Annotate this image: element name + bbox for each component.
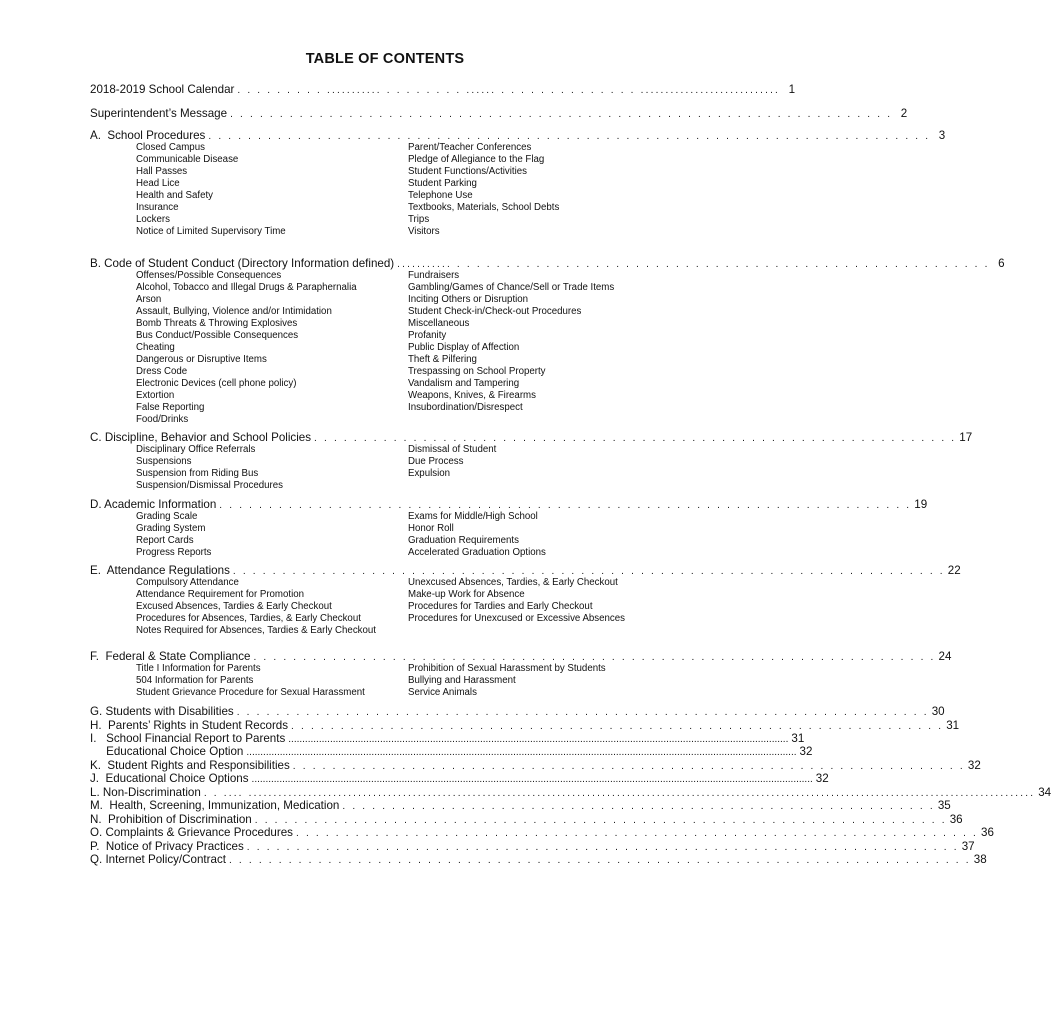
- toc-entry-label: L. Non-Discrimination: [90, 786, 201, 799]
- toc-entry-page-number: 32: [815, 772, 829, 785]
- subtopic-left: Suspension/Dismissal Procedures: [136, 480, 283, 491]
- toc-entry-page-number: 38: [973, 853, 987, 866]
- subtopic-left: Hall Passes: [136, 166, 188, 177]
- toc-entry[interactable]: [90, 853, 987, 869]
- subtopic-left: Head Lice: [136, 178, 180, 189]
- subtopic-left: Dress Code: [136, 366, 188, 377]
- subtopic-left: Title I Information for Parents: [136, 663, 261, 674]
- toc-entry-label: J. Educational Choice Options: [90, 772, 249, 785]
- toc-entry-label: A. School Procedures: [90, 129, 206, 142]
- subtopic-right: Profanity: [408, 330, 447, 341]
- subtopic-left: False Reporting: [136, 402, 205, 413]
- subtopic-right: Student Check-in/Check-out Procedures: [408, 306, 582, 317]
- toc-entry-label: H. Parents’ Rights in Student Records: [90, 719, 289, 732]
- subtopic-right: Due Process: [408, 456, 464, 467]
- subtopic-left: Food/Drinks: [136, 414, 189, 425]
- subtopic-left: Arson: [136, 294, 162, 305]
- dot-leader: . . . . . . . . . . . . . . . . . . . . . . . . . . . . . . . . . . . . . . . . . . . . . . . . . . . . . . . . . . . . . . . . . . . . .: [253, 652, 936, 663]
- subtopic-left: Bus Conduct/Possible Consequences: [136, 330, 299, 341]
- subtopic-right: Unexcused Absences, Tardies, & Early Checkout: [408, 577, 618, 588]
- subtopic-right: Graduation Requirements: [408, 535, 519, 546]
- toc-entry-page-number: 35: [937, 799, 951, 812]
- subtopic-right: Parent/Teacher Conferences: [408, 142, 532, 153]
- toc-entry-label: Superintendent’s Message: [90, 107, 228, 120]
- subtopic-left: Closed Campus: [136, 142, 205, 153]
- toc-entry-label: B. Code of Student Conduct (Directory Information defined): [90, 257, 395, 270]
- dot-leader: . . . . . . . . . . . . . . . . . . . . . . . . . . . . . . . . . . . . . . . . . . . . . . . . . . . . . . . . . . . . . . . . . . . . . . . . .: [208, 131, 931, 142]
- toc-entry-page-number: 3: [938, 129, 946, 142]
- subtopic-right: Public Display of Affection: [408, 342, 520, 353]
- subtopic-right: Dismissal of Student: [408, 444, 497, 455]
- toc-entry-page-number: 6: [998, 257, 1005, 270]
- subtopic-left: 504 Information for Parents: [136, 675, 254, 686]
- subtopic-left: Compulsory Attendance: [136, 577, 239, 588]
- subtopic-left: Notice of Limited Supervisory Time: [136, 226, 286, 237]
- subtopic-right: Student Parking: [408, 178, 477, 189]
- subtopic-right: Bullying and Harassment: [408, 675, 516, 686]
- subtopic-right: Miscellaneous: [408, 318, 470, 329]
- toc-entry-label: O. Complaints & Grievance Procedures: [90, 826, 293, 839]
- toc-entry-page-number: 34: [1038, 786, 1051, 799]
- dot-leader: . . . . . . . . . . . . . . . . . . . . . . . . . . . . . . . . . . . . . . . . . . . . . . . . . . . . . . . . . . . . . . . . . . . .: [292, 761, 965, 772]
- subtopic-left: Procedures for Absences, Tardies, & Early Checkout: [136, 613, 361, 624]
- dot-leader: . . . . . . . . . . . . . . . . . . . . . . . . . . . . . . . . . . . . . . . . . . . . . . . . . . . . . . . . . . . . . . . . . . . . . . . .: [246, 842, 959, 853]
- subtopic-left: Suspension from Riding Bus: [136, 468, 259, 479]
- toc-subtopics: [136, 577, 656, 637]
- subtopic-right: Service Animals: [408, 687, 477, 698]
- toc-entry-label: F. Federal & State Compliance: [90, 650, 251, 663]
- dot-leader: ........... . . . . . . . . . . . . . . . . . . . . . . . . . . . . . . . . . . . . . . . . . . . . . . . . . . . . . .: [397, 259, 990, 270]
- subtopic-right: Trips: [408, 214, 430, 225]
- toc-subtopics: [136, 142, 656, 238]
- toc-entry-page-number: 31: [946, 719, 960, 732]
- toc-entry-label: Q. Internet Policy/Contract: [90, 853, 226, 866]
- toc-entry-page-number: 30: [931, 705, 945, 718]
- subtopic-left: Cheating: [136, 342, 175, 353]
- dot-leader: . . . . . . . . . . . . . . . . . . . . . . . . . . . . . . . . . . . . . . . . . . . . . . . . . . . . . . . . . . . . . . . . . . . . . . . .: [232, 566, 945, 577]
- subtopic-left: Attendance Requirement for Promotion: [136, 589, 305, 600]
- subtopic-right: Prohibition of Sexual Harassment by Students: [408, 663, 606, 674]
- subtopic-right: Procedures for Unexcused or Excessive Absences: [408, 613, 625, 624]
- subtopic-right: Insubordination/Disrespect: [408, 402, 523, 413]
- subtopic-right: Telephone Use: [408, 190, 473, 201]
- toc-entry-label: P. Notice of Privacy Practices: [90, 840, 244, 853]
- subtopic-right: [408, 625, 656, 637]
- subtopic-right: Vandalism and Tampering: [408, 378, 520, 389]
- subtopic-right: Honor Roll: [408, 523, 454, 534]
- subtopic-right: Exams for Middle/High School: [408, 511, 538, 522]
- subtopic-left: Student Grievance Procedure for Sexual Harassment: [136, 687, 365, 698]
- dot-leader: . . . . . . . . . . . . . . . . . . . . . . . . . . . . . . . . . . . . . . . . . . . . . . . . . . . . . . . . . . . . . . . . . . . . .: [295, 828, 979, 839]
- dot-leader: . . . . . . . . . . . . . . . . . . . . . . . . . . . . . . . . . . . . . . . . . . . . . . . . . . . . . . . . . . . .: [342, 801, 935, 812]
- subtopic-left: Assault, Bullying, Violence and/or Intimidation: [136, 306, 332, 317]
- toc-entry-label: K. Student Rights and Responsibilities: [90, 759, 290, 772]
- toc-subtopics: [136, 270, 656, 426]
- toc-subtopics: [136, 511, 656, 559]
- subtopic-right: Textbooks, Materials, School Debts: [408, 202, 560, 213]
- dot-leader: ..........................................................................................................................................................................................................: [251, 774, 813, 785]
- toc-entry-label: N. Prohibition of Discrimination: [90, 813, 252, 826]
- subtopic-left: Bomb Threats & Throwing Explosives: [136, 318, 298, 329]
- toc-entry-page-number: 24: [938, 650, 952, 663]
- subtopic-right: Fundraisers: [408, 270, 460, 281]
- dot-leader: ....................................................................................................................................................................................: [288, 734, 789, 745]
- subtopic-right: Visitors: [408, 226, 440, 237]
- subtopic-right: Gambling/Games of Chance/Sell or Trade Items: [408, 282, 615, 293]
- subtopic-right: [408, 414, 656, 426]
- toc-entry-label: 2018-2019 School Calendar: [90, 83, 235, 96]
- subtopic-left: Grading System: [136, 523, 206, 534]
- subtopic-right: Accelerated Graduation Options: [408, 547, 546, 558]
- subtopic-left: Health and Safety: [136, 190, 214, 201]
- subtopic-left: Offenses/Possible Consequences: [136, 270, 282, 281]
- subtopic-left: Dangerous or Disruptive Items: [136, 354, 267, 365]
- subtopic-right: Student Functions/Activities: [408, 166, 527, 177]
- subtopic-right: Inciting Others or Disruption: [408, 294, 529, 305]
- page-title: TABLE OF CONTENTS: [305, 51, 465, 67]
- subtopic-right: Theft & Pilfering: [408, 354, 477, 365]
- subtopic-right: Pledge of Allegiance to the Flag: [408, 154, 545, 165]
- subtopic-left: Electronic Devices (cell phone policy): [136, 378, 297, 389]
- subtopic-left: Grading Scale: [136, 511, 198, 522]
- subtopic-right: Procedures for Tardies and Early Checkout: [408, 601, 593, 612]
- toc-entry-page-number: 1: [788, 83, 796, 96]
- toc-entry-page-number: 32: [799, 745, 813, 758]
- toc-entry-page-number: 37: [961, 840, 975, 853]
- subtopic-right: [408, 480, 656, 492]
- subtopic-left: Suspensions: [136, 456, 192, 467]
- toc-entry-label: M. Health, Screening, Immunization, Medication: [90, 799, 340, 812]
- subtopic-left: Progress Reports: [136, 547, 212, 558]
- dot-leader: . . . . . . . . . . . . . . . . . . . . . . . . . . . . . . . . . . . . . . . . . . . . . . . . . . . . . . . . . . . . . . . . . . . . . .: [219, 500, 912, 511]
- dot-leader: . . . . . . . . . . . . . . . . . . . . . . . . . . . . . . . . . . . . . . . . . . . . . . . . . . . . . . . . . . . . . . . . . .: [291, 721, 944, 732]
- toc-subtopics: [136, 444, 656, 492]
- subtopic-right: Expulsion: [408, 468, 451, 479]
- dot-leader: . . . . . . . . . . . . . . . . . . . . . . . . . . . . . . . . . . . . . . . . . . . . . . . . . . . . . . . . . . . . . . . . .: [314, 433, 957, 444]
- subtopic-left: Extortion: [136, 390, 175, 401]
- dot-leader: . . .... ..............................................................................................................................................................: [203, 788, 1036, 799]
- subtopic-right: Trespassing on School Property: [408, 366, 546, 377]
- dot-leader: ......................................................................................................................................................................................................: [246, 747, 797, 758]
- subtopic-left: Insurance: [136, 202, 179, 213]
- toc-entry-page-number: 22: [947, 564, 961, 577]
- toc-entry-label: C. Discipline, Behavior and School Policies: [90, 431, 312, 444]
- toc-entry-page-number: 19: [914, 498, 928, 511]
- subtopic-left: Disciplinary Office Referrals: [136, 444, 256, 455]
- toc-entry-page-number: 31: [791, 732, 805, 745]
- subtopic-right: Make-up Work for Absence: [408, 589, 525, 600]
- toc-entry-label: G. Students with Disabilities: [90, 705, 234, 718]
- subtopic-left: Lockers: [136, 214, 170, 225]
- toc-entry-label: D. Academic Information: [90, 498, 217, 511]
- toc-entry-page-number: 2: [900, 107, 908, 120]
- subtopic-left: Alcohol, Tobacco and Illegal Drugs & Paraphernalia: [136, 282, 357, 293]
- dot-leader: . . . . . . . . . . . . . . . . . . . . . . . . . . . . . . . . . . . . . . . . . . . . . . . . . . . . . . . . . . . . . . . . . . . . . .: [254, 815, 947, 826]
- toc-entry-page-number: 32: [967, 759, 981, 772]
- dot-leader: . . . . . . . . . . . . . . . . . . . . . . . . . . . . . . . . . . . . . . . . . . . . . . . . . . . . . . . . . . . . . . . . . . .: [230, 109, 893, 120]
- dot-leader: . . . . . . . . . . . . . . . . . . . . . . . . . . . . . . . . . . . . . . . . . . . . . . . . . . . . . . . . . . . . . . . . . . . . . .: [236, 707, 929, 718]
- toc-entry[interactable]: [90, 107, 908, 123]
- subtopic-left: Communicable Disease: [136, 154, 239, 165]
- toc-entry-label: Educational Choice Option: [90, 745, 244, 758]
- subtopic-left: Report Cards: [136, 535, 194, 546]
- toc-entry-label: I. School Financial Report to Parents: [90, 732, 286, 745]
- toc-entry-page-number: 36: [949, 813, 963, 826]
- toc-entry[interactable]: [90, 83, 796, 99]
- toc-entry-label: E. Attendance Regulations: [90, 564, 230, 577]
- subtopic-left: Notes Required for Absences, Tardies & Early Checkout: [136, 625, 376, 636]
- toc-entry-page-number: 17: [959, 431, 973, 444]
- dot-leader: . . . . . . . . . ........... . . . . . . . . ...... . . . . . . . . . . . . . . ............................: [237, 85, 781, 96]
- subtopic-left: Excused Absences, Tardies & Early Checkout: [136, 601, 332, 612]
- toc-subtopics: [136, 663, 656, 699]
- dot-leader: . . . . . . . . . . . . . . . . . . . . . . . . . . . . . . . . . . . . . . . . . . . . . . . . . . . . . . . . . . . . . . . . . . . . . . . . . . .: [228, 855, 971, 866]
- subtopic-right: Weapons, Knives, & Firearms: [408, 390, 536, 401]
- toc-entry-page-number: 36: [981, 826, 994, 839]
